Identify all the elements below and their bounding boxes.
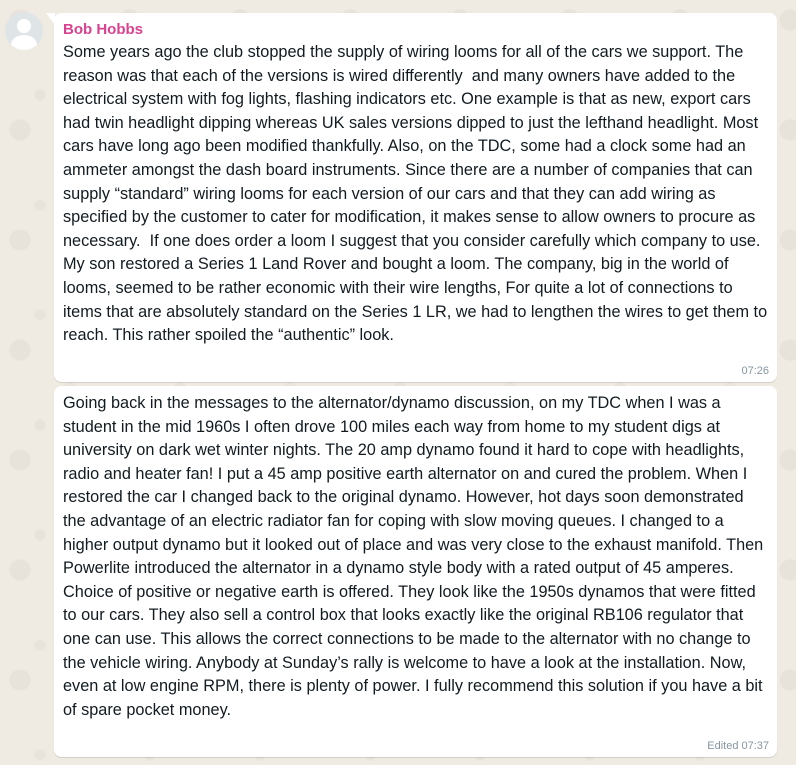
message-edited-label: Edited xyxy=(707,740,739,752)
sender-avatar-icon[interactable] xyxy=(5,12,43,50)
avatar-head-shape xyxy=(17,19,31,33)
message-time: 07:37 xyxy=(741,740,769,752)
message-text: Going back in the messages to the alternator/dynamo discussion, on my TDC when I was a student in the mid 1960s I often drove 100 miles each way from home to my student digs at university on dark wet winter nights. The 20 amp dynamo found it hard to cope with headlights, radio and heater fan! I put a 45 amp positive earth alternator on and cured the problem. When I restored the car I changed back to the original dynamo. However, hot days soon demonstrated the advantage of an electric radiator fan for coping with slow moving queues. I changed to a higher output dynamo but it looked out of place and was very close to the exhaust manifold. Then Powerlite introduced the alternator in a dynamo style body with a rated output of 45 amperes. Choice of positive or negative earth is offered. They look like the 1950s dynamos that were fitted to our cars. They also sell a control box that looks exactly like the original RB106 regulator that one can use. This allows the correct connections to be made to the alternator with no change to the vehicle wiring. Anybody at Sunday’s rally is welcome to have a look at the installation. Now, even at low engine RPM, there is plenty of power. I fully recommend this solution if you have a bit of spare pocket money. xyxy=(63,394,768,719)
message-bubble[interactable] xyxy=(54,386,777,757)
message-text: Some years ago the club stopped the supply of wiring looms for all of the cars we support. The reason was that each of the versions is wired differently and many owners have added to the electrical system with fog lights, flashing indicators etc. One example is that as new, export cars had twin headlight dipping whereas UK sales versions dipped to just the lefthand headlight. Most cars have long ago been modified thankfully. Also, on the TDC, some had a clock some had an ammeter amongst the dash board instruments. Since there are a number of companies that can supply “standard” wiring looms for each version of our cars and that they can add wiring as specified by the customer to cater for modification, it makes sense to allow owners to procure as necessary. If one does order a loom I suggest that you consider carefully which company to use. My son restored a Series 1 Land Rover and bought a loom. The company, big in the world of looms, seemed to be rather economic with their wire lengths, For quite a lot of connections to items that are absolutely standard on the Series 1 LR, we had to lengthen the wires to get them to reach. This rather spoiled the “authentic” look. xyxy=(63,43,772,345)
message-time: 07:26 xyxy=(741,365,769,377)
sender-name[interactable]: Bob Hobbs xyxy=(63,21,143,38)
message-meta xyxy=(707,740,769,752)
message-bubble[interactable] xyxy=(54,13,777,382)
avatar-shoulders-shape xyxy=(11,35,37,50)
message-meta xyxy=(741,365,769,377)
